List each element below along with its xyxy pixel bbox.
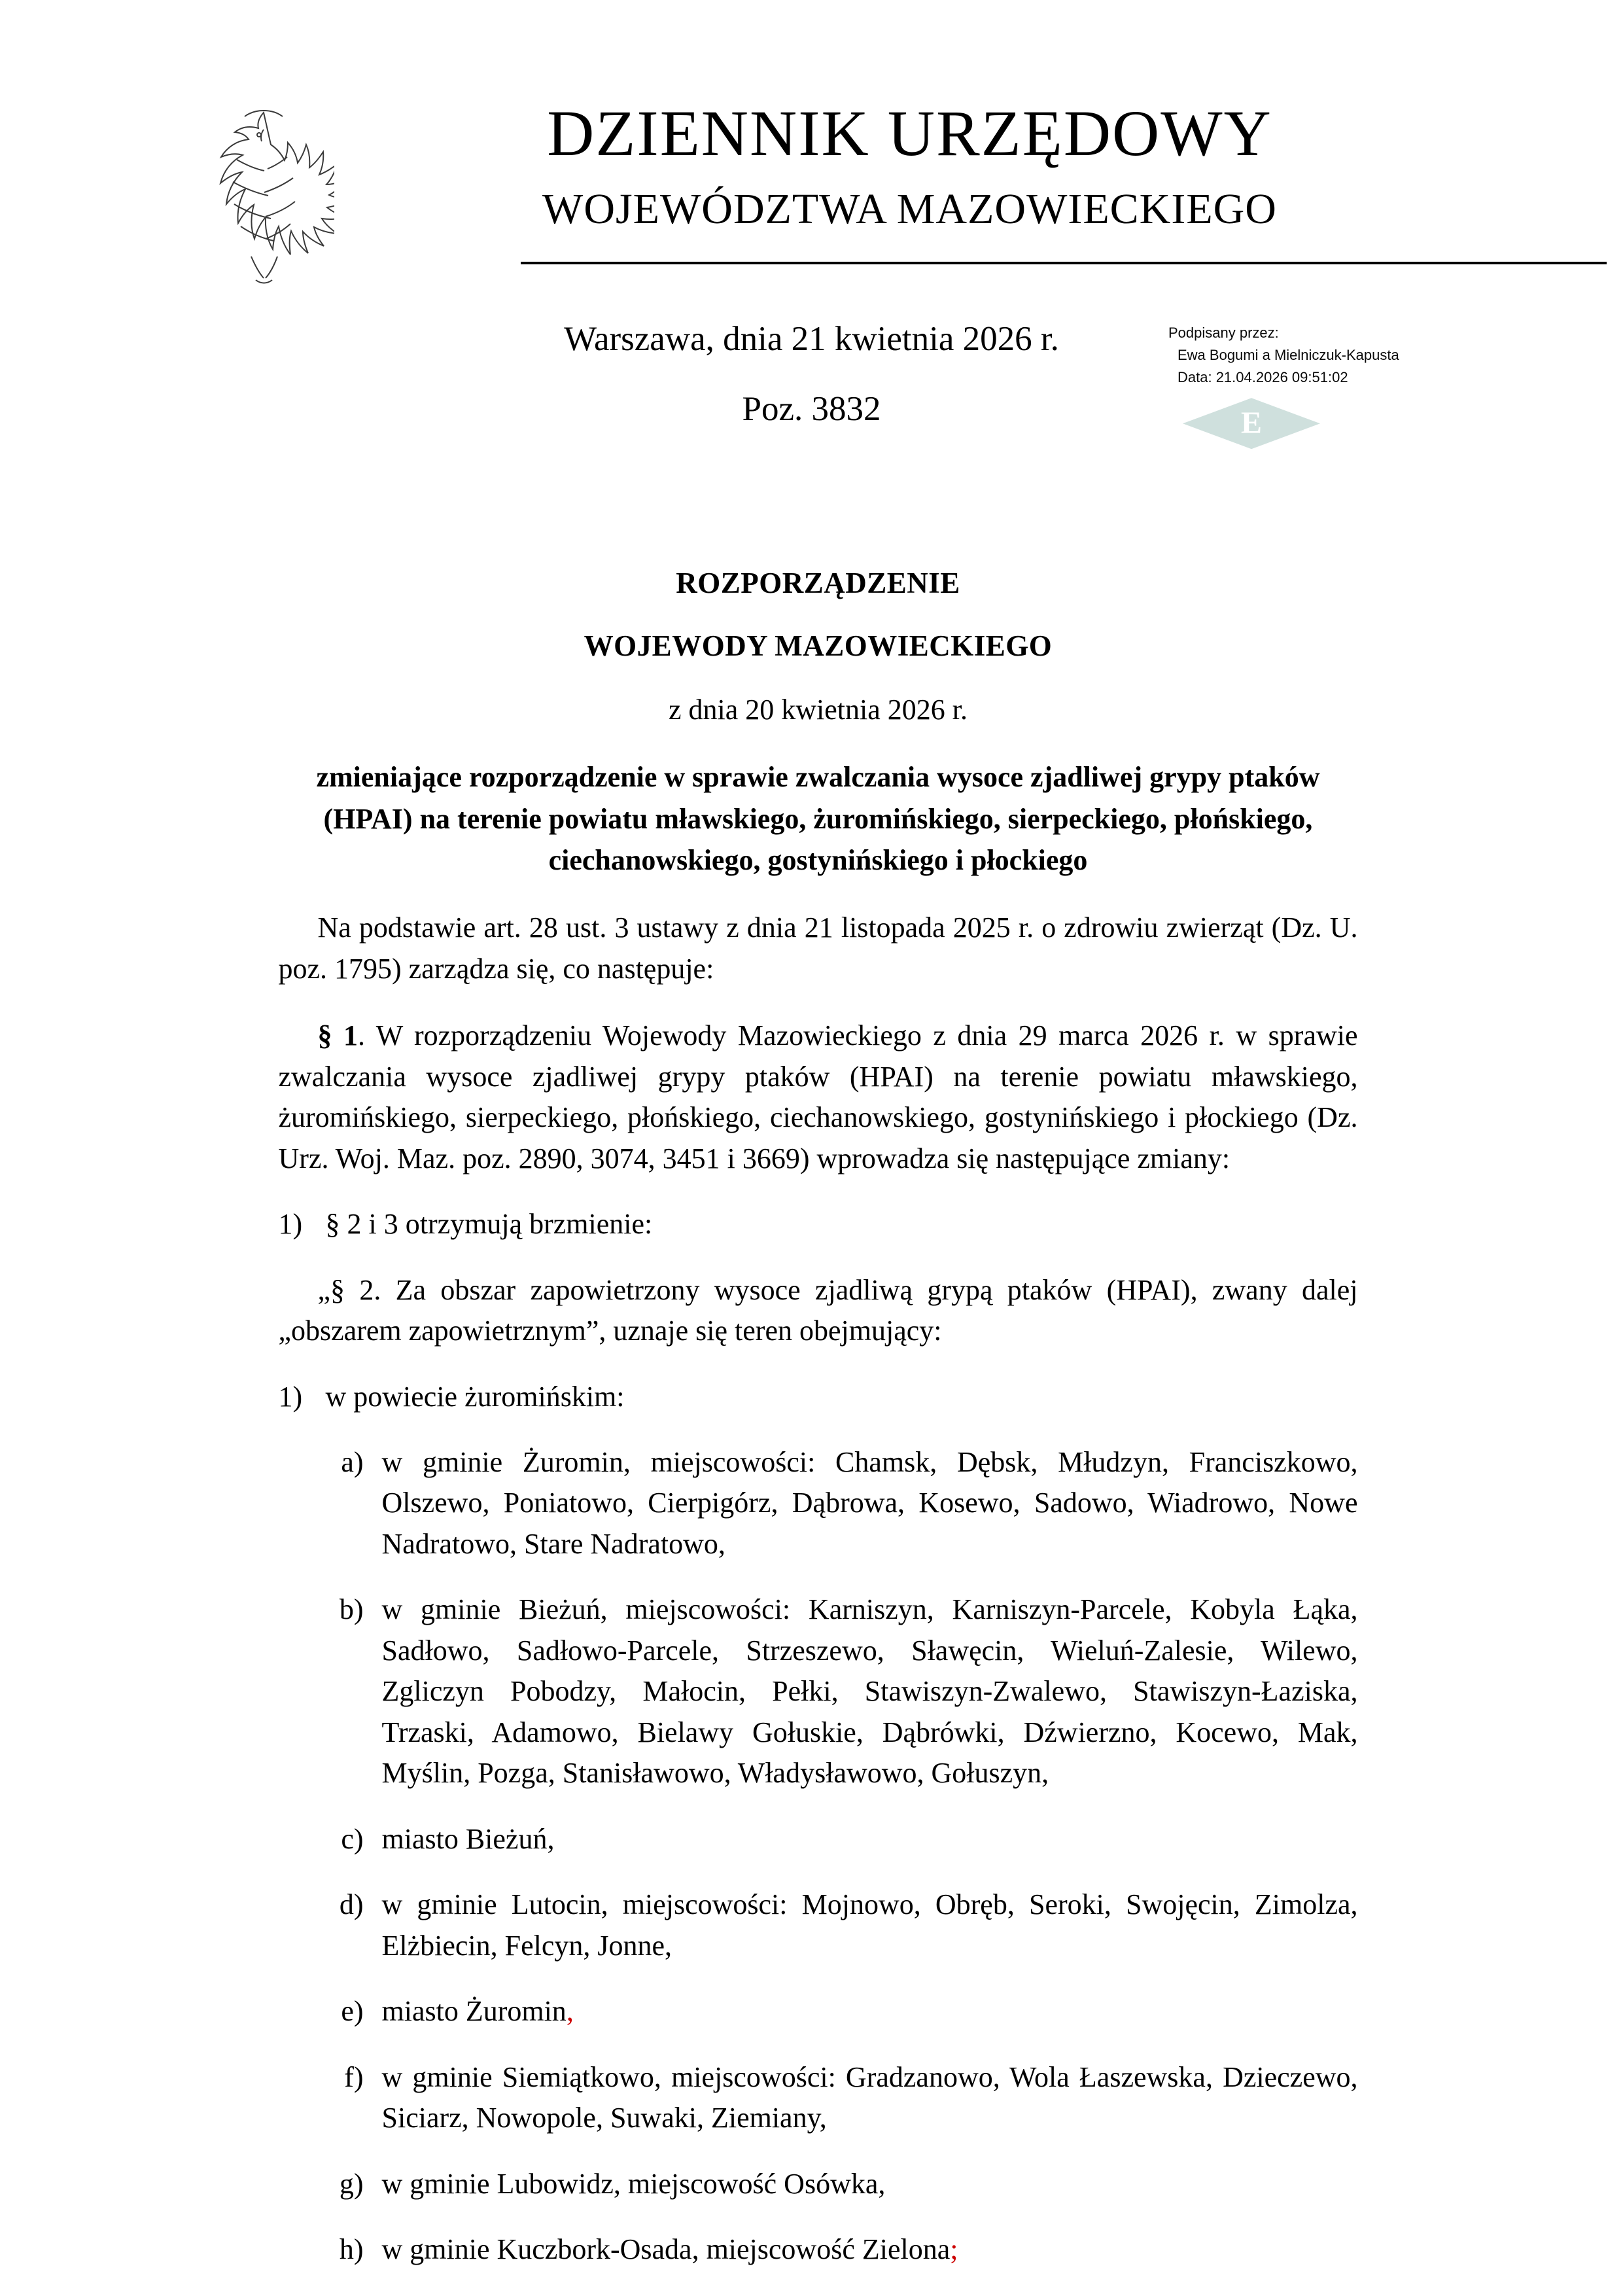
list-item	[318, 1442, 1358, 1564]
list-item-text: w gminie Siemiątkowo, miejscowości: Gradzanowo, Wola Łaszewska, Dzieczewo, Siciarz, Nowopole, Suwaki, Ziemiany,	[381, 2060, 1358, 2134]
list-item-marker: d)	[339, 1888, 364, 1921]
act-kind: ROZPORZĄDZENIE	[676, 566, 960, 599]
list-item-text: § 2 i 3 otrzymują brzmienie:	[325, 1208, 653, 1241]
list-item-text: w gminie Bieżuń, miejscowości: Karniszyn, Karniszyn-Parcele, Kobyla Łąka, Sadłowo, Sadłowo-Parcele, Strzeszewo, Sławęcin, Wieluń-Zalesie, Wilewo, Zgliczyn Pobodzy, Małocin, Pełki, Stawiszyn-Zwalewo, Stawiszyn-Łaziska, Trzaski, Adamowo, Bielawy Gołuskie, Dąbrówki, Dźwierzno, Kocewo, Mak, Myślin, Pozga, Stanisławowo, Władysławowo, Gołuszyn,	[381, 1593, 1358, 1790]
list-item	[318, 1884, 1358, 1966]
list-item-text: w gminie Lutocin, miejscowości: Mojnowo, Obręb, Seroki, Swojęcin, Zimolza, Elżbiecin, Felcyn, Jonne,	[381, 1888, 1358, 1962]
list-item	[318, 2057, 1358, 2139]
list-item	[318, 2229, 1358, 2270]
list-item-marker: h)	[339, 2233, 364, 2265]
list-item-text-main: miasto Żuromin	[381, 1995, 567, 2028]
list-item-marker: g)	[339, 2167, 364, 2200]
act-body	[148, 566, 1476, 2270]
masthead-divider	[521, 262, 1607, 264]
list-item	[318, 1991, 1358, 2032]
journal-subtitle: WOJEWÓDZTWA MAZOWIECKIEGO	[542, 185, 1277, 233]
list-item	[279, 1204, 1358, 1245]
act-title: zmieniające rozporządzenie w sprawie zwalczania wysoce zjadliwej grypy ptaków (HPAI) na terenie powiatu mławskiego, żuromińskiego, sierpeckiego, płońskiego, ciechanowskiego, gostynińskiego i płockiego	[316, 760, 1320, 877]
list-item-marker: 1)	[278, 1380, 303, 1413]
signature-seal-glyph: E	[1240, 406, 1263, 441]
list-item-marker: e)	[341, 1995, 364, 2028]
list-item-text: w powiecie żuromińskim:	[325, 1380, 625, 1413]
paragraph-1-label: § 1	[317, 1019, 358, 1052]
signature-line-1: Podpisany przez:	[1168, 325, 1279, 341]
list-item-marker: f)	[344, 2060, 364, 2093]
list-item-text-main: w gminie Kuczbork-Osada, miejscowość Zielona	[381, 2233, 951, 2265]
signature-line-3: Data: 21.04.2026 09:51:02	[1178, 369, 1348, 386]
list-item-text-amended-suffix: ;	[950, 2233, 958, 2265]
act-preamble: Na podstawie art. 28 ust. 3 ustawy z dnia 21 listopada 2025 r. o zdrowiu zwierząt (Dz. U. poz. 1795) zarządza się, co następuje:	[278, 911, 1358, 985]
polish-eagle-emblem-icon	[194, 105, 334, 294]
act-heading	[279, 566, 1358, 726]
publication-place-date: Warszawa, dnia 21 kwietnia 2026 r.	[564, 320, 1059, 358]
paragraph-1-text: . W rozporządzeniu Wojewody Mazowieckiego z dnia 29 marca 2026 r. w sprawie zwalczania wysoce zjadliwej grypy ptaków (HPAI) na terenie powiatu mławskiego, żuromińskiego, sierpeckiego, płońskiego, ciechanowskiego, gostynińskiego i płockiego (Dz. Urz. Woj. Maz. poz. 2890, 3074, 3451 i 3669) wprowadza się następujące zmiany:	[278, 1019, 1358, 1174]
act-date: z dnia 20 kwietnia 2026 r.	[668, 693, 968, 726]
publication-block	[0, 317, 1623, 441]
list-item-marker: c)	[341, 1822, 364, 1855]
journal-title: DZIENNIK URZĘDOWY	[547, 97, 1272, 169]
list-item-text	[382, 2229, 1358, 2270]
list-item	[318, 2164, 1358, 2204]
signature-seal-icon	[1183, 398, 1320, 449]
list-item-text: miasto Bieżuń,	[381, 1822, 555, 1855]
list-item-marker: b)	[339, 1593, 364, 1626]
list-item-marker: a)	[341, 1445, 364, 1478]
list-item	[318, 1819, 1358, 1860]
list-item-text: w gminie Żuromin, miejscowości: Chamsk, Dębsk, Młudzyn, Franciszkowo, Olszewo, Poniatowo, Cierpigórz, Dąbrowa, Kosewo, Sadowo, Wiadrowo, Nowe Nadratowo, Stare Nadratowo,	[381, 1445, 1358, 1560]
list-item-text-amended-suffix: ,	[566, 1995, 574, 2028]
list-item-marker: 1)	[278, 1208, 303, 1241]
masthead-titles	[344, 98, 1502, 234]
publication-position: Poz. 3832	[742, 389, 881, 428]
list-item	[318, 1589, 1358, 1793]
signature-line-2: Ewa Bogumi a Mielniczuk-Kapusta	[1178, 347, 1399, 364]
list-item	[279, 1377, 1358, 1417]
electronic-signature-stamp	[1168, 322, 1476, 449]
act-paragraph-1	[279, 1016, 1358, 1179]
list-item-text: w gminie Lubowidz, miejscowość Osówka,	[381, 2167, 886, 2200]
masthead	[122, 0, 1502, 264]
act-authority: WOJEWODY MAZOWIECKIEGO	[584, 629, 1053, 662]
quoted-paragraph-2: „§ 2. Za obszar zapowietrzony wysoce zjadliwą grypą ptaków (HPAI), zwany dalej „obszarem zapowietrznym”, uznaje się teren obejmujący:	[278, 1273, 1358, 1347]
list-item-text	[382, 1991, 1358, 2032]
